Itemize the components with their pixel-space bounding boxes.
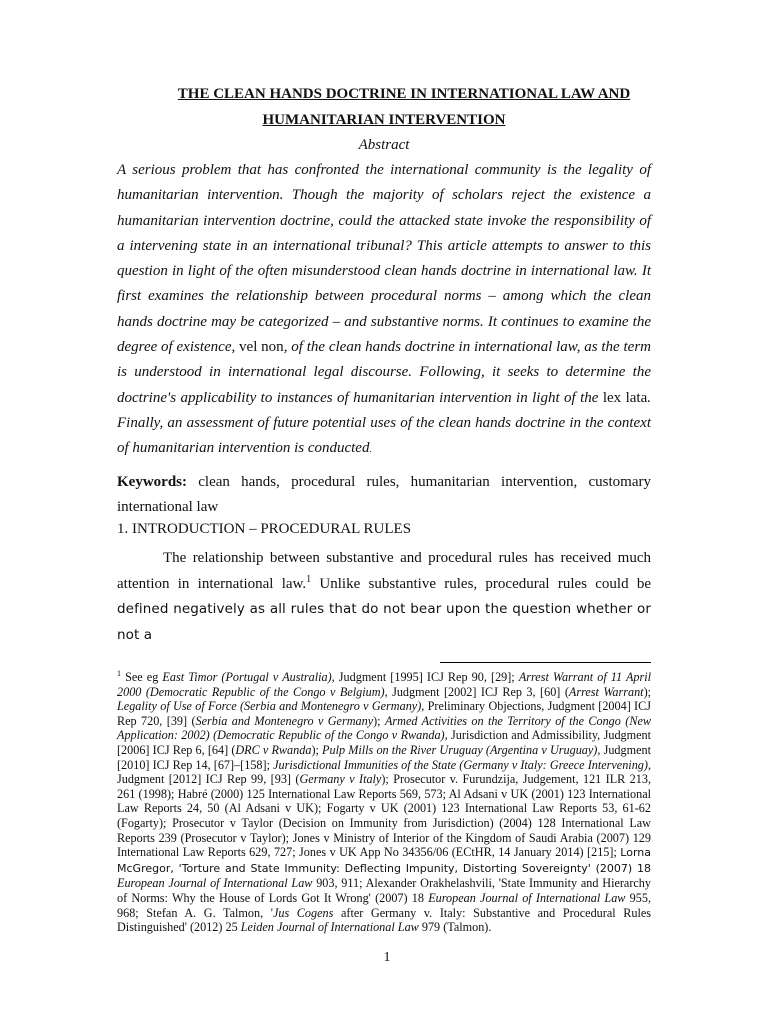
abstract-heading: Abstract xyxy=(358,137,410,153)
body-paragraph: The relationship between substantive and procedural rules has received much attention in international law.$^1$ Unlike substantive rules, procedural rules could be defined negatively as all rules that do not bear upon the question whether or not a xyxy=(117,550,651,643)
title-line-1: THE CLEAN HANDS DOCTRINE IN INTERNATIONAL LAW AND xyxy=(177,86,631,102)
page-number: 1 xyxy=(383,950,391,965)
keywords xyxy=(117,470,651,520)
footnote-reference: 1 xyxy=(306,573,312,585)
section-heading: 1. INTRODUCTION – PROCEDURAL RULES xyxy=(117,521,412,537)
title-line-2: HUMANITARIAN INTERVENTION xyxy=(262,112,506,128)
footnote-separator xyxy=(440,662,651,663)
footnote-1: $^1$ See eg East Timor (Portugal v Australia), Judgment [1995] ICJ Rep 90, [29]; Arrest Warrant of 11 April 2000 (Democratic Republic of the Congo v Belgium), Judgment [2002] ICJ Rep 3, [60] (Arrest Warrant); Legality of Use of Force (Serbia and Montenegro v Germany), Preliminary Objections, Judgment [2004] ICJ Rep 720, [39] (Serbia and Montenegro v Germany); Armed Activities on the Territory of the Congo (New Application: 2002) (Democratic Republic of the Congo v Rwanda), Jurisdiction and Admissibility, Judgment [2006] ICJ Rep 6, [64] (DRC v Rwanda); Pulp Mills on the River Uruguay (Argentina v Uruguay), Judgment [2010] ICJ Rep 14, [67]–[158]; Jurisdictional Immunities of the State (Germany v Italy: Greece Intervening), Judgment [2012] ICJ Rep 99, [93] (Germany v Italy); Prosecutor v. Furundzija, Judgement, 121 ILR 213, 261 (1998); Habré (2000) 125 International Law Reports 569, 573; Al Adsani v UK (2001) 123 International Law Reports 24, 50 (Al Adsani v UK); Fogarty v UK (2001) 123 International Law Reports 53, 61-62 (Fogarty); Prosecutor v Taylor (Decision on Immunity from Jurisdiction) (2004) 128 International Law Reports 239 (Prosecutor v Taylor); Jones v Ministry of Interior of the Kingdom of Saudi Arabia (2007) 129 International Law Reports 629, 727; Jones v UK App No 34356/06 (ECtHR, 14 January 2014) [215]; Lorna McGregor, 'Torture and State Immunity: Deflecting Impunity, Distorting Sovereignty' (2007) 18 European Journal of International Law 903, 911; Alexander Orakhelashvili, 'State Immunity and Hierarchy of Norms: Why the House of Lords Got It Wrong' (2007) 18 European Journal of International Law 955, 968; Stefan A. G. Talmon, 'Jus Cogens after Germany v. Italy: Substantive and Procedural Rules Distinguished' (2012) 25 Leiden Journal of International Law 979 (Talmon). xyxy=(117,669,652,935)
keywords-text: clean hands, procedural rules, humanitarian intervention, customary international law xyxy=(117,474,651,515)
keywords-label: Keywords: xyxy=(117,474,187,490)
abstract-text: A serious problem that has confronted the international community is the legality of humanitarian intervention. Though the majority of scholars reject the existence a humanitarian intervention doctrine, could the attacked state invoke the responsibility of a intervening state in an international tribunal? This article attempts to answer to this question in light of the often misunderstood clean hands doctrine in international law. It first examines the relationship between procedural norms – among which the clean hands doctrine may be categorized – and substantive norms. It continues to examine the degree of existence, vel non, of the clean hands doctrine in international law, as the term is understood in international legal discourse. Following, it seeks to determine the doctrine's applicability to instances of humanitarian intervention in light of the lex lata. Finally, an assessment of future potential uses of the clean hands doctrine in the context of humanitarian intervention is conducted. xyxy=(117,162,652,457)
